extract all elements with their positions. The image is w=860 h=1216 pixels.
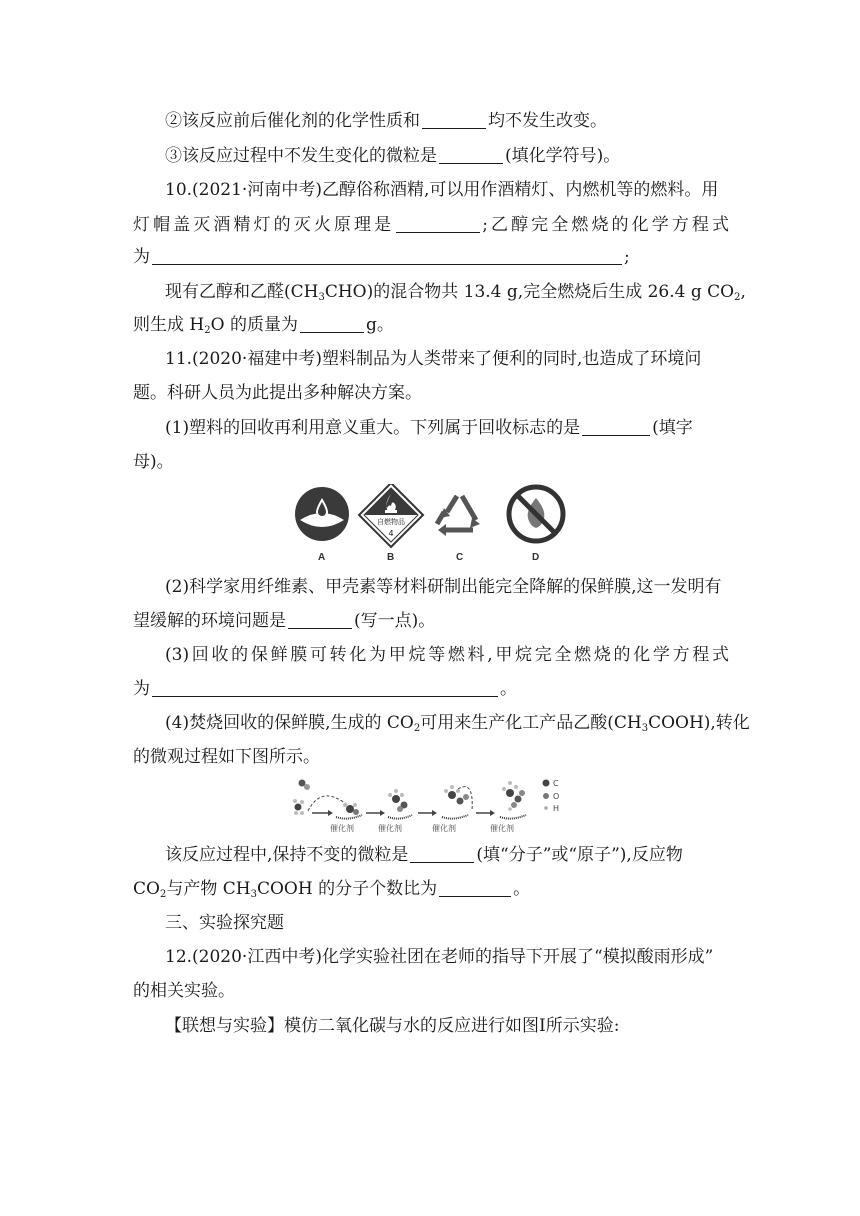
answer-blank[interactable] [439,146,503,164]
answer-blank[interactable] [396,215,480,233]
catalyst-labels [330,823,514,833]
section-3-heading: 三、实验探究题 [165,913,284,933]
answer-blank[interactable] [582,418,650,436]
answer-blank[interactable] [152,247,622,265]
question-10-line2: 灯帽盖灭酒精灯的灭火原理是 ;乙醇完全燃烧的化学方程式 [133,215,730,235]
question-11-4-q2: $CO_2$与产物 $CH_3COOH$ 的分子个数比为 。 [133,879,531,900]
sign-a [295,487,349,563]
question-11-4-cont: 的微观过程如下图所示。 [133,747,320,767]
stage-4 [442,785,472,819]
answer-blank[interactable] [152,679,498,697]
legend [543,779,560,813]
catalyst-label: 催化剂 [432,824,456,833]
text-line: ③该反应过程中不发生变化的微粒是 (填化学符号)。 [165,146,621,166]
sign-b-number: 4 [388,529,394,538]
answer-blank[interactable] [422,111,486,129]
sign-a-label: A [318,552,326,563]
catalyst-label: 催化剂 [490,824,514,833]
question-11-3: (3)回收的保鲜膜可转化为甲烷等燃料,甲烷完全燃烧的化学方程式 [165,645,729,665]
answer-blank[interactable] [410,845,474,863]
question-11-4: (4)焚烧回收的保鲜膜,生成的 $CO_2$可用来生产化工产品乙酸$(CH_3COOH)$,转化 [165,713,750,734]
micro-process-figure [292,775,568,835]
sign-b-text: 自燃物品 [377,518,405,526]
sign-d-label: D [532,552,540,563]
question-11-1-cont: 母)。 [133,452,174,472]
sign-b-label: B [387,552,395,563]
sign-c [437,496,480,563]
sign-d [509,487,563,563]
sign-b [359,484,423,563]
question-12-line1: 12.(2020·江西中考)化学实验社团在老师的指导下开展了“模拟酸雨形成” [165,947,714,967]
sign-c-label: C [456,552,464,563]
question-11-2-cont: 望缓解的环境问题是 (写一点)。 [133,611,436,631]
question-10-line3: 为 ; [133,247,630,267]
question-11-1: (1)塑料的回收再利用意义重大。下列属于回收标志的是 (填字 [165,418,693,438]
question-11-4-q1: 该反应过程中,保持不变的微粒是 (填“分子”或“原子”),反应物 [165,845,683,865]
question-11-line1: 11.(2020·福建中考)塑料制品为人类带来了便利的同时,也造成了环境问 [165,349,702,369]
question-10-line4: 现有乙醇和乙醛$(CH_3CHO)$的混合物共 13.4 g,完全燃烧后生成 26.4 g $CO_2$, [165,282,746,303]
catalyst-label: 催化剂 [330,824,354,833]
stage-3 [388,789,412,819]
question-12-line3: 【联想与实验】模仿二氧化碳与水的反应进行如图Ⅰ所示实验: [165,1016,620,1036]
legend-o: O [553,792,560,801]
answer-blank[interactable] [439,879,511,897]
question-11-line2: 题。科研人员为此提出多种解决方案。 [133,383,422,403]
question-11-2: (2)科学家用纤维素、甲壳素等材料研制出能完全降解的保鲜膜,这一发明有 [165,577,722,597]
stage-5 [500,781,526,819]
stage-1 [293,780,350,816]
signs-figure [290,484,576,566]
question-10-line5: 则生成 $H_2O$ 的质量为 g。 [133,315,394,336]
stage-2 [336,803,362,819]
answer-blank[interactable] [288,611,352,629]
answer-blank[interactable] [300,315,364,333]
legend-c: C [553,779,559,788]
question-11-3-cont: 为 。 [133,679,517,699]
catalyst-label: 催化剂 [378,824,402,833]
text-line: ②该反应前后催化剂的化学性质和 均不发生改变。 [165,111,607,131]
question-12-line2: 的相关实验。 [133,981,235,1001]
question-10-line1: 10.(2021·河南中考)乙醇俗称酒精,可以用作酒精灯、内燃机等的燃料。用 [165,180,719,200]
legend-h: H [553,804,560,813]
